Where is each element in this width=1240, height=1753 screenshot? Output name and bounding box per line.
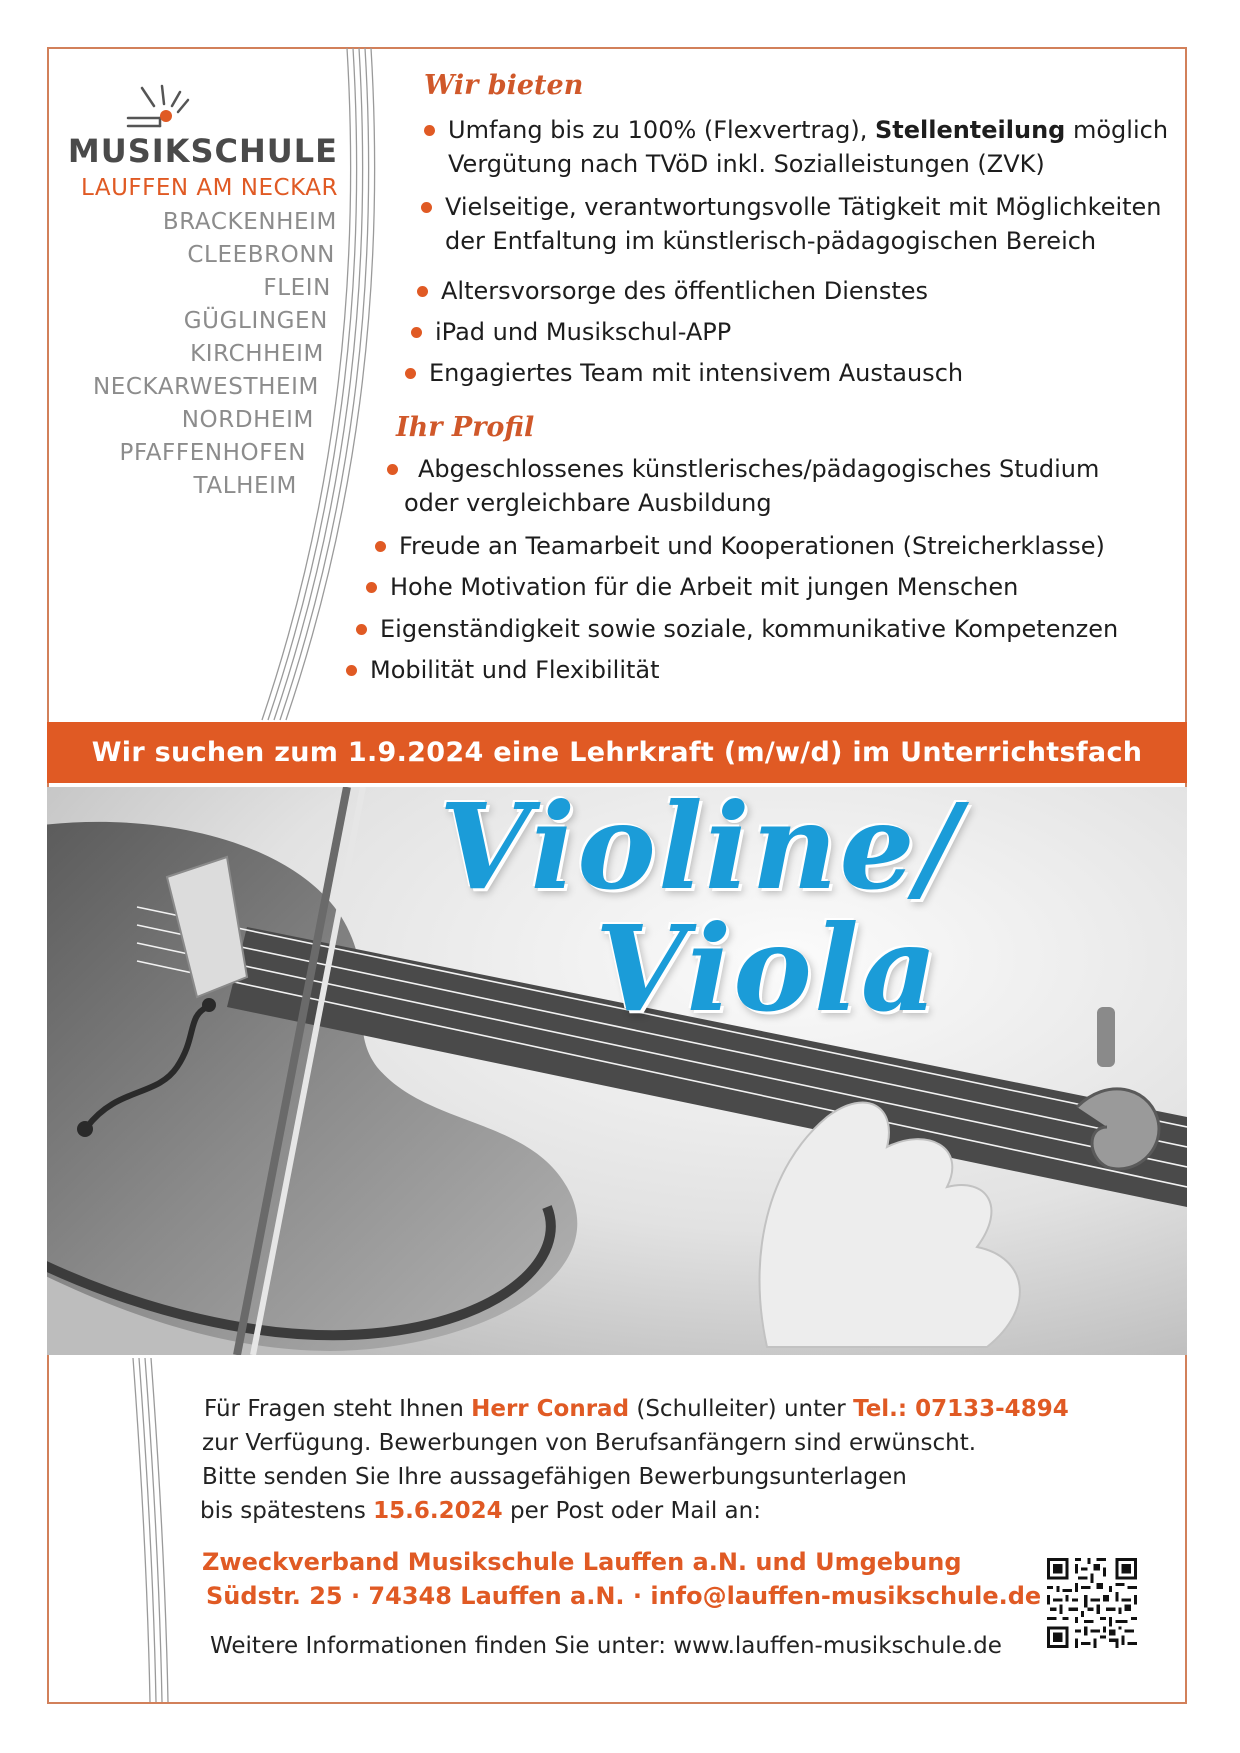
- bullet-icon: [366, 582, 377, 593]
- bullet-icon: [405, 368, 416, 379]
- contact-line-4: bis spätestens 15.6.2024 per Post oder Mail an:: [200, 1498, 761, 1524]
- violin-photo: [47, 787, 1187, 1355]
- offer-heading: Wir bieten: [424, 70, 584, 101]
- qr-code-icon[interactable]: [1047, 1558, 1137, 1648]
- place-neckarwestheim: NECKARWESTHEIM: [92, 374, 319, 400]
- bullet-icon: [387, 464, 398, 475]
- subject-title-line2: Viola: [595, 899, 940, 1038]
- subject-title-line1: Violine/: [439, 787, 962, 916]
- tuning-fork-logo-icon: [120, 82, 210, 132]
- place-pfaffenhofen: PFAFFENHOFEN: [119, 440, 306, 466]
- bullet-icon: [356, 624, 367, 635]
- address-line-1: Zweckverband Musikschule Lauffen a.N. und Umgebung: [202, 1548, 962, 1576]
- bullet-icon: [411, 327, 422, 338]
- contact-phone[interactable]: Tel.: 07133-4894: [853, 1396, 1069, 1422]
- offer-highlight: Stellenteilung: [874, 116, 1066, 144]
- position-banner: Wir suchen zum 1.9.2024 eine Lehrkraft (m/w/d) im Unterrichtsfach: [47, 722, 1187, 783]
- website-line[interactable]: Weitere Informationen finden Sie unter: www.lauffen-musikschule.de: [210, 1633, 1002, 1659]
- deadline-date: 15.6.2024: [373, 1498, 503, 1524]
- address-line-2[interactable]: Südstr. 25 · 74348 Lauffen a.N. · info@lauffen-musikschule.de: [206, 1582, 1042, 1610]
- profile-heading: Ihr Profil: [396, 412, 535, 443]
- contact-name: Herr Conrad: [471, 1396, 630, 1422]
- bullet-icon: [424, 125, 435, 136]
- place-gueglingen: GÜGLINGEN: [183, 308, 328, 334]
- contact-line-2: zur Verfügung. Bewerbungen von Berufsanfängern sind erwünscht.: [202, 1430, 977, 1456]
- bullet-icon: [421, 202, 432, 213]
- place-talheim: TALHEIM: [193, 473, 297, 499]
- bullet-icon: [417, 286, 428, 297]
- contact-line-1: Für Fragen steht Ihnen Herr Conrad (Schulleiter) unter Tel.: 07133-4894: [204, 1396, 1069, 1422]
- place-kirchheim: KIRCHHEIM: [190, 341, 324, 367]
- place-brackenheim: BRACKENHEIM: [162, 209, 337, 235]
- place-nordheim: NORDHEIM: [181, 407, 314, 433]
- logo-title: MUSIKSCHULE: [67, 132, 338, 170]
- contact-line-3: Bitte senden Sie Ihre aussagefähigen Bewerbungsunterlagen: [202, 1464, 907, 1490]
- place-cleebronn: CLEEBRONN: [187, 242, 335, 268]
- logo-subtitle: LAUFFEN AM NECKAR: [81, 175, 338, 201]
- place-flein: FLEIN: [263, 275, 331, 301]
- bullet-icon: [375, 541, 386, 552]
- bullet-icon: [346, 665, 357, 676]
